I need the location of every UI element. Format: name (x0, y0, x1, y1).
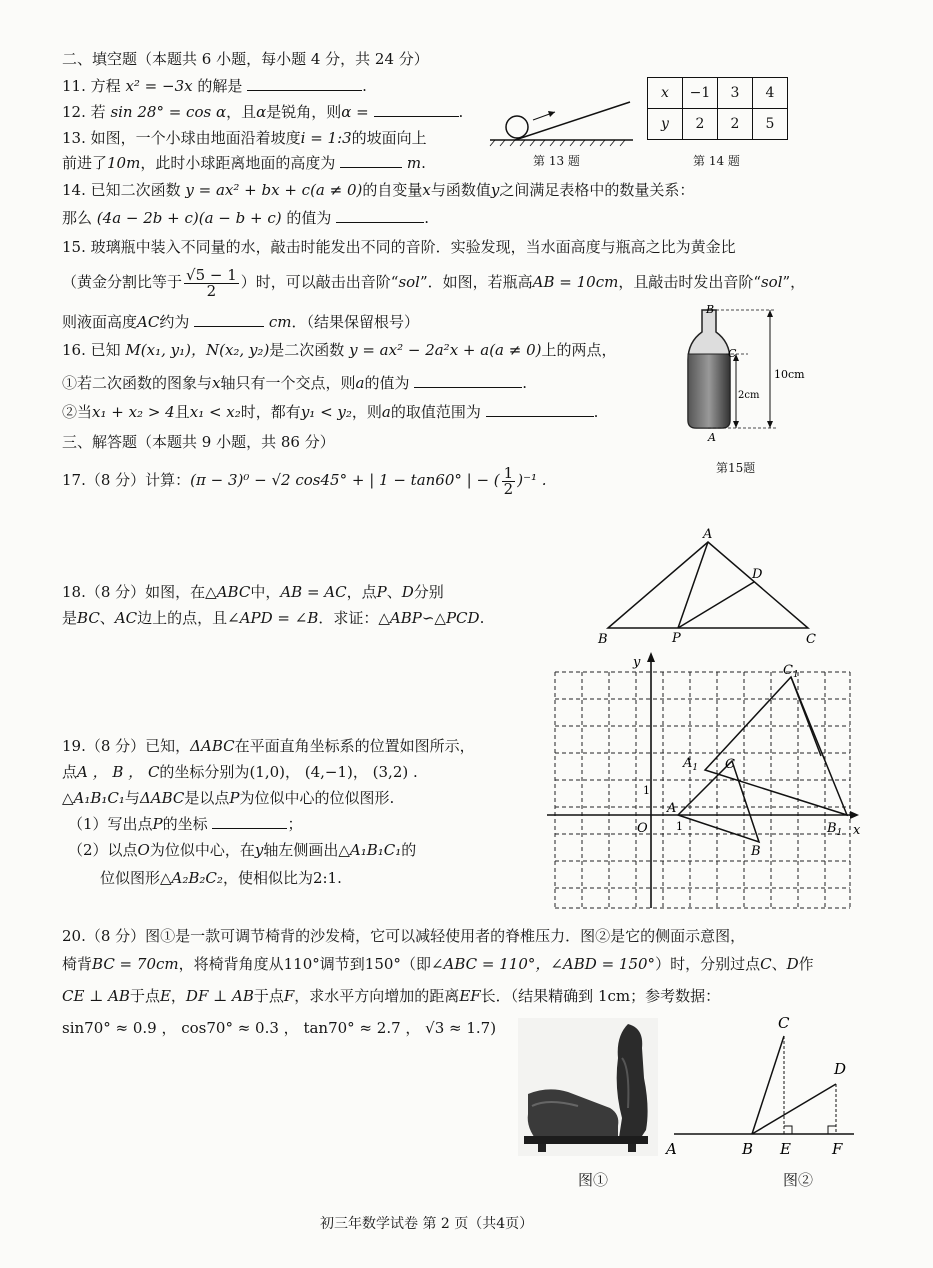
value-table-14 (647, 77, 788, 140)
question-14-line2: 那么 (4a − 2b + c)(a − b + c) 的值为 . (62, 209, 429, 227)
table-cell: 2 (683, 109, 718, 140)
point-label: A (683, 756, 693, 771)
answer-blank-14[interactable] (336, 208, 424, 223)
fig20b-caption: 图② (783, 1171, 814, 1189)
question-16-sub2: ②当x₁ + x₂ > 4且x₁ < x₂时，都有y₁ < y₂，则a的取值范围为 . (62, 403, 599, 421)
question-15-line3: 则液面高度AC约为 cm．（结果保留根号） (62, 313, 420, 331)
table-cell: y (648, 109, 683, 140)
question-20-line2: 椅背BC = 70cm，将椅背角度从110°调节到150°（即∠ABC = 110°，∠ABD = 150°）时，分别过点C、D作 (62, 955, 814, 973)
tick-label: 1 (643, 784, 650, 797)
fig13-caption: 第 13 题 (533, 154, 580, 168)
table-cell: 3 (718, 78, 753, 109)
point-label: A (666, 1140, 677, 1158)
half-fraction: $\frac{1}{2}$ (503, 463, 514, 498)
tick-label: 1 (676, 820, 683, 833)
triangle-abc-figure (596, 528, 826, 648)
page-footer: 初三年数学试卷 第 2 页（共4页） (320, 1216, 534, 1232)
solve-section-header: 三、解答题（本题共 9 小题，共 86 分） (62, 433, 335, 451)
point-label: A (708, 431, 716, 444)
question-20-line1: 20.（8 分）图①是一款可调节椅背的沙发椅，它可以减轻使用者的脊椎压力．图②是它的侧面示意图， (62, 927, 746, 945)
table-cell: −1 (683, 78, 718, 109)
point-label: B (742, 1140, 754, 1158)
fig14-caption: 第 14 题 (693, 154, 740, 168)
answer-blank-19-1[interactable] (212, 814, 287, 829)
fig15-caption: 第15题 (716, 461, 756, 475)
question-19-line2: 点A ， B ， C的坐标分别为(1,0)， (4,−1)， (3,2) . (62, 763, 418, 781)
fig20a-caption: 图① (578, 1171, 609, 1189)
question-14-line1: 14. 已知二次函数 y = ax² + bx + c(a ≠ 0)的自变量x与函数值y之间满足表格中的数量关系： (62, 181, 695, 199)
table-cell: 4 (753, 78, 788, 109)
answer-blank-11[interactable] (247, 76, 362, 91)
point-label: B (598, 632, 608, 647)
axis-label: x (853, 823, 861, 838)
svg-text:B1 (826, 821, 842, 838)
answer-blank-13[interactable] (340, 153, 402, 168)
question-13-line1: 13. 如图，一个小球由地面沿着坡度i = 1:3的坡面向上 (62, 129, 427, 147)
svg-text:C1 (783, 663, 799, 680)
answer-blank-16-1[interactable] (414, 373, 522, 388)
question-19-sub3: 位似图形△A₂B₂C₂，使相似比为2:1. (100, 869, 342, 887)
point-label: C (728, 347, 737, 360)
question-18-line2: 是BC、AC边上的点，且∠APD = ∠B．求证：△ABP∽△PCD. (62, 609, 485, 627)
point-label: P (672, 631, 681, 646)
question-17: 17.（8 分）计算：(π − 3)⁰ − √2 cos45° + | 1 − tan60° | − ( $\frac{1}{2}$ )⁻¹ . (62, 463, 547, 498)
question-15-line2: （黄金分割比等于 $\frac{√5 - 1}{2}$ ）时，可以敲击出音阶“sol”．如图，若瓶高AB = 10cm，且敲击时发出音阶“sol”， (62, 265, 806, 300)
point-label: C (778, 1014, 790, 1032)
point-label: B (751, 844, 761, 859)
question-15-line1: 15. 玻璃瓶中装入不同量的水，敲击时能发出不同的音阶．实验发现，当水面高度与瓶高之比为黄金比 (62, 238, 736, 256)
question-13-line2: 前进了10m，此时小球距离地面的高度为 m. (62, 154, 426, 172)
table-cell: x (648, 78, 683, 109)
water-height-label: 2cm (738, 390, 760, 401)
answer-blank-15[interactable] (194, 312, 264, 327)
golden-ratio-fraction: $\frac{√5 - 1}{2}$ (186, 265, 237, 300)
question-16-line1: 16. 已知 M(x₁, y₁)，N(x₂, y₂)是二次函数 y = ax² − 2a²x + a(a ≠ 0)上的两点， (62, 341, 617, 359)
bottle-figure (678, 302, 813, 447)
coordinate-grid-figure (545, 650, 865, 912)
point-label: C (806, 632, 816, 647)
question-19-line3: △A₁B₁C₁与ΔABC是以点P为位似中心的位似图形. (62, 789, 395, 807)
slope-ball-figure (485, 90, 635, 150)
question-19-sub1: （1）写出点P的坐标 ； (68, 815, 303, 833)
point-label: C (783, 663, 793, 678)
point-label: B (827, 821, 837, 836)
question-19-sub2: （2）以点O为位似中心，在y轴左侧画出△A₁B₁C₁的 (68, 841, 417, 859)
question-20-line4: sin70° ≈ 0.9 ， cos70° ≈ 0.3 ， tan70° ≈ 2.7 ， √3 ≈ 1.7) (62, 1019, 497, 1037)
answer-blank-16-2[interactable] (486, 402, 594, 417)
point-subscript: 1 (692, 763, 699, 773)
table-row-y (648, 109, 788, 140)
fill-section-header: 二、填空题（本题共 6 小题，每小题 4 分，共 24 分） (62, 50, 429, 68)
question-12: 12. 若 sin 28° = cos α，且α是锐角，则α = . (62, 103, 464, 121)
point-label: C (725, 757, 735, 772)
svg-text:A1 (682, 756, 698, 773)
chair-side-diagram (664, 1012, 864, 1162)
sofa-chair-photo (518, 1018, 658, 1156)
origin-label: O (637, 821, 648, 836)
point-subscript: 1 (792, 670, 799, 680)
table-cell: 2 (718, 109, 753, 140)
question-16-sub1: ①若二次函数的图象与x轴只有一个交点，则a的值为 . (62, 374, 528, 392)
point-label: D (834, 1060, 847, 1078)
point-label: B (706, 303, 715, 316)
question-19-line1: 19.（8 分）已知，ΔABC在平面直角坐标系的位置如图所示， (62, 737, 475, 755)
height-label: 10cm (774, 368, 805, 381)
axis-label: y (633, 655, 641, 670)
question-11: 11. 方程 x² = −3x 的解是 . (62, 77, 367, 95)
point-label: A (703, 527, 713, 542)
table-row-x (648, 78, 788, 109)
table-cell: 5 (753, 109, 788, 140)
answer-blank-12[interactable] (374, 102, 459, 117)
point-subscript: 1 (836, 828, 843, 838)
point-label: F (832, 1140, 843, 1158)
question-18-line1: 18.（8 分）如图，在△ABC中，AB = AC，点P、D分别 (62, 583, 444, 601)
point-label: A (667, 801, 677, 816)
question-20-line3: CE ⊥ AB于点E，DF ⊥ AB于点F，求水平方向增加的距离EF长．（结果精确到 1cm；参考数据： (62, 987, 721, 1005)
point-label: D (752, 567, 763, 582)
point-label: E (780, 1140, 791, 1158)
